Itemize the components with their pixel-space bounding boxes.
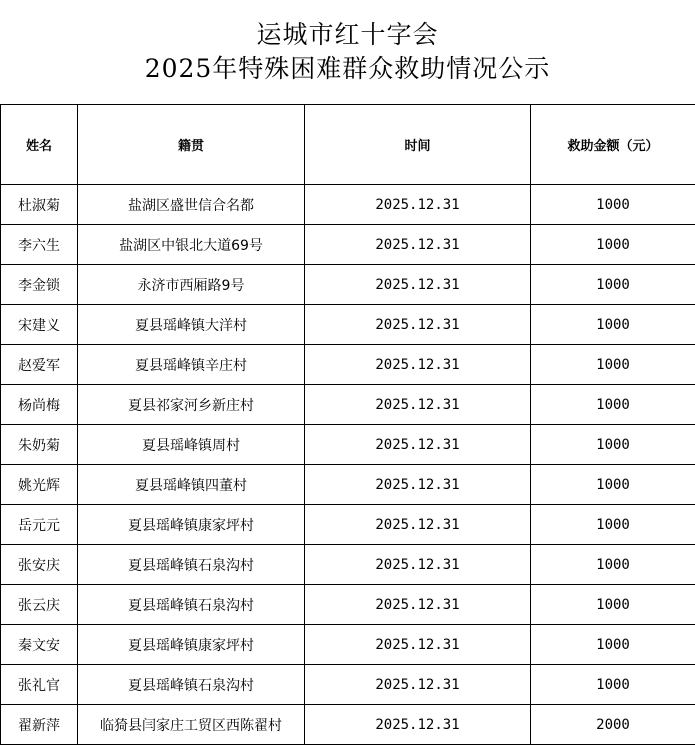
cell-time: 2025.12.31 bbox=[305, 665, 531, 705]
table-row bbox=[1, 545, 695, 585]
cell-origin: 夏县瑶峰镇大洋村 bbox=[78, 305, 305, 345]
cell-origin: 夏县瑶峰镇四董村 bbox=[78, 465, 305, 505]
cell-amount: 1000 bbox=[531, 585, 695, 625]
cell-time: 2025.12.31 bbox=[305, 265, 531, 305]
table-row bbox=[1, 505, 695, 545]
cell-time: 2025.12.31 bbox=[305, 625, 531, 665]
cell-time: 2025.12.31 bbox=[305, 345, 531, 385]
organization-title: 运城市红十字会 bbox=[0, 0, 695, 52]
cell-name: 赵爱军 bbox=[1, 345, 78, 385]
table-header-row bbox=[1, 105, 695, 185]
cell-origin: 夏县瑶峰镇石泉沟村 bbox=[78, 545, 305, 585]
cell-time: 2025.12.31 bbox=[305, 385, 531, 425]
cell-name: 李金锁 bbox=[1, 265, 78, 305]
cell-name: 张礼官 bbox=[1, 665, 78, 705]
cell-amount: 1000 bbox=[531, 385, 695, 425]
cell-name: 张云庆 bbox=[1, 585, 78, 625]
cell-name: 秦文安 bbox=[1, 625, 78, 665]
cell-time: 2025.12.31 bbox=[305, 505, 531, 545]
cell-time: 2025.12.31 bbox=[305, 305, 531, 345]
table-body bbox=[1, 185, 695, 745]
cell-name: 朱奶菊 bbox=[1, 425, 78, 465]
cell-origin: 夏县瑶峰镇辛庄村 bbox=[78, 345, 305, 385]
cell-origin: 夏县瑶峰镇石泉沟村 bbox=[78, 665, 305, 705]
table-row bbox=[1, 705, 695, 745]
cell-name: 杨尚梅 bbox=[1, 385, 78, 425]
cell-origin: 临猗县闫家庄工贸区西陈翟村 bbox=[78, 705, 305, 745]
cell-name: 杜淑菊 bbox=[1, 185, 78, 225]
cell-origin: 夏县瑶峰镇康家坪村 bbox=[78, 505, 305, 545]
cell-amount: 2000 bbox=[531, 705, 695, 745]
cell-time: 2025.12.31 bbox=[305, 545, 531, 585]
cell-amount: 1000 bbox=[531, 425, 695, 465]
cell-name: 翟新萍 bbox=[1, 705, 78, 745]
table-row bbox=[1, 625, 695, 665]
cell-time: 2025.12.31 bbox=[305, 425, 531, 465]
cell-name: 李六生 bbox=[1, 225, 78, 265]
cell-name: 姚光辉 bbox=[1, 465, 78, 505]
cell-origin: 盐湖区盛世信合名都 bbox=[78, 185, 305, 225]
table-row bbox=[1, 585, 695, 625]
table-row bbox=[1, 305, 695, 345]
cell-amount: 1000 bbox=[531, 625, 695, 665]
cell-amount: 1000 bbox=[531, 305, 695, 345]
header-amount: 救助金额（元） bbox=[531, 105, 695, 185]
cell-name: 张安庆 bbox=[1, 545, 78, 585]
cell-amount: 1000 bbox=[531, 185, 695, 225]
document-title-block bbox=[0, 0, 695, 104]
cell-time: 2025.12.31 bbox=[305, 185, 531, 225]
cell-origin: 夏县祁家河乡新庄村 bbox=[78, 385, 305, 425]
document-title: 2025年特殊困难群众救助情况公示 bbox=[0, 52, 695, 86]
cell-time: 2025.12.31 bbox=[305, 705, 531, 745]
table-row bbox=[1, 345, 695, 385]
header-origin: 籍贯 bbox=[78, 105, 305, 185]
cell-origin: 夏县瑶峰镇康家坪村 bbox=[78, 625, 305, 665]
table-row bbox=[1, 185, 695, 225]
cell-amount: 1000 bbox=[531, 225, 695, 265]
cell-time: 2025.12.31 bbox=[305, 465, 531, 505]
table-row bbox=[1, 265, 695, 305]
cell-amount: 1000 bbox=[531, 545, 695, 585]
cell-time: 2025.12.31 bbox=[305, 585, 531, 625]
header-time: 时间 bbox=[305, 105, 531, 185]
cell-name: 岳元元 bbox=[1, 505, 78, 545]
table-row bbox=[1, 465, 695, 505]
cell-name: 宋建义 bbox=[1, 305, 78, 345]
cell-time: 2025.12.31 bbox=[305, 225, 531, 265]
cell-origin: 夏县瑶峰镇周村 bbox=[78, 425, 305, 465]
cell-amount: 1000 bbox=[531, 465, 695, 505]
table-row bbox=[1, 665, 695, 705]
table-row bbox=[1, 385, 695, 425]
cell-amount: 1000 bbox=[531, 265, 695, 305]
cell-origin: 永济市西厢路9号 bbox=[78, 265, 305, 305]
cell-amount: 1000 bbox=[531, 665, 695, 705]
cell-origin: 盐湖区中银北大道69号 bbox=[78, 225, 305, 265]
cell-origin: 夏县瑶峰镇石泉沟村 bbox=[78, 585, 305, 625]
relief-table bbox=[0, 104, 695, 745]
table-row bbox=[1, 425, 695, 465]
cell-amount: 1000 bbox=[531, 505, 695, 545]
table-row bbox=[1, 225, 695, 265]
cell-amount: 1000 bbox=[531, 345, 695, 385]
header-name: 姓名 bbox=[1, 105, 78, 185]
